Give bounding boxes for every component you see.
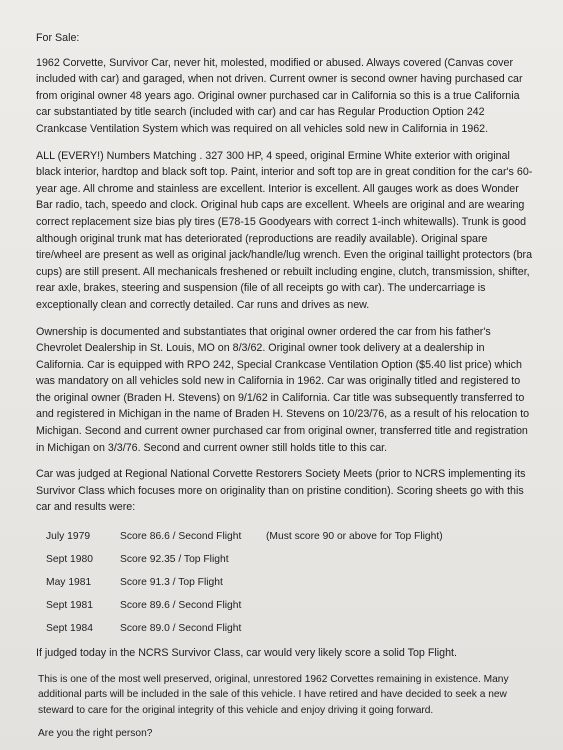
paragraph-ownership: Ownership is documented and substantiates that original owner ordered the car from his father's Chevrolet Dealership in St. Louis, MO on 8/3/62. Original owner took delivery at a dealership in California. Car is equipped with RPO 242, Special Crankcase Ventilation Option ($5.40 list price) which was mandatory on all vehicles sold new in California in 1962. Car was originally titled and registered to the original owner (Braden H. Stevens) on 9/1/62 in California. Car title was subsequently transferred to and registered in Michigan in the name of Braden H. Stevens on 10/23/76, as a result of his relocation to Michigan. Second and current owner purchased car from original owner, transferred title and registration in Michigan on 3/3/76. Second and current owner still holds title to this car. <box>36 325 530 454</box>
score-row <box>46 618 535 641</box>
score-result: Score 92.35 / Top Flight <box>120 554 229 566</box>
paragraph-judging: Car was judged at Regional National Corvette Restorers Society Meets (prior to NCRS implementing its Survivor Class which focuses more on originality than on pristine condition). Scoring sheets go with this car and results were: <box>36 468 526 514</box>
score-date: Sept 1980 <box>46 554 93 566</box>
score-list <box>46 526 535 641</box>
score-result: Score 89.6 / Second Flight <box>120 600 242 612</box>
paragraph-survivor-class: If judged today in the NCRS Survivor Class, car would very likely score a solid Top Flight. <box>36 647 457 660</box>
score-date: Sept 1984 <box>46 623 93 635</box>
score-row <box>46 595 535 618</box>
paragraph-details: ALL (EVERY!) Numbers Matching . 327 300 HP, 4 speed, original Ermine White exterior with original black interior, hardtop and black soft top. Paint, interior and soft top are in great condition for the car's 60-year age. All chrome and stainless are excellent. Interior is excellent. All gauges work as does Wonder Bar radio, tach, speedo and clock. Original hub caps are excellent. Wheels are original and are wearing correct replacement size bias ply tires (E78-15 Goodyears with correct 1-inch whitewalls). Trunk is good although original trunk mat has deteriorated (reproductions are readily available). Original spare tire/wheel are present as well as original jack/handle/lug wrench. Even the original taillight protectors (bra cups) are still present. All mechanicals freshened or rebuilt including engine, clutch, transmission, shifter, rear axle, brakes, steering and suspension (file of all receipts go with car). The undercarriage is exceptionally clean and correctly detailed. Car runs and drives as new. <box>36 149 533 311</box>
heading: For Sale: <box>36 32 80 44</box>
paragraph-overview: 1962 Corvette, Survivor Car, never hit, molested, modified or abused. Always covered (Canvas cover included with car) and garaged, when not driven. Current owner is second owner having purchased car from original owner 48 years ago. Original owner purchased car in California so this is a true California car substantiated by title search (included with car) and car has Regular Production Option 242 Crankcase Ventilation System which was required on all vehicles sold new in California in 1962. <box>36 56 523 135</box>
score-result: Score 91.3 / Top Flight <box>120 577 223 589</box>
score-result: Score 89.0 / Second Flight <box>120 623 242 635</box>
score-date: July 1979 <box>46 531 91 543</box>
score-row <box>46 526 535 549</box>
score-date: Sept 1981 <box>46 600 93 612</box>
score-result: Score 86.6 / Second Flight <box>120 531 242 543</box>
score-row <box>46 549 535 572</box>
score-row <box>46 572 535 595</box>
score-date: May 1981 <box>46 577 92 589</box>
paragraph-closing: This is one of the most well preserved, original, unrestored 1962 Corvettes remaining in existence. Many additional parts will be included in the sale of this vehicle. I have retired and have decided to seek a new steward to care for the original integrity of this vehicle and enjoy driving it going forward. <box>38 673 509 716</box>
score-note: (Must score 90 or above for Top Flight) <box>266 531 443 543</box>
paragraph-question: Are you the right person? <box>38 728 153 740</box>
